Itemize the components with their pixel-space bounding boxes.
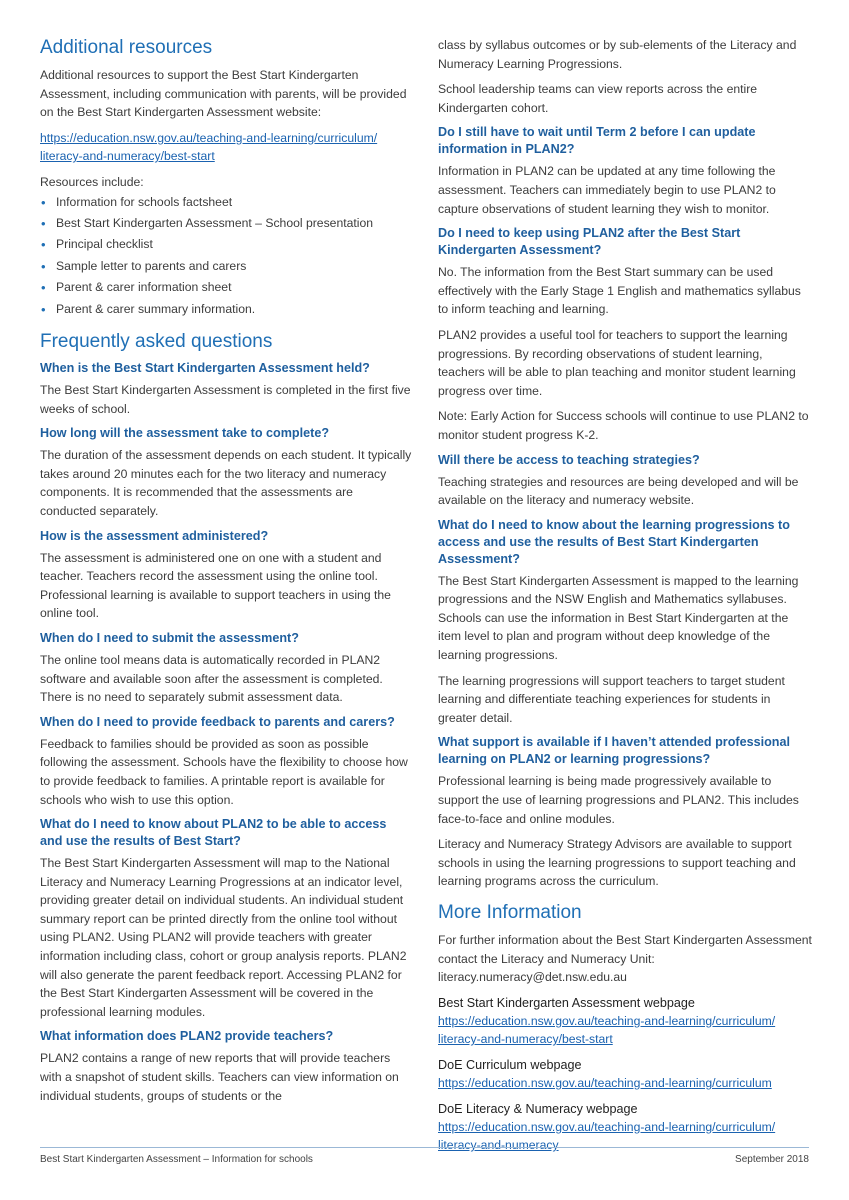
faq-question: Do I need to keep using PLAN2 after the Best Start Kindergarten Assessment? — [438, 226, 741, 258]
faq-question: Do I still have to wait until Term 2 before I can update information in PLAN2? — [438, 125, 756, 157]
webpage-label: DoE Curriculum webpage — [438, 1057, 582, 1072]
faq-question: When do I need to provide feedback to parents and carers? — [40, 714, 395, 729]
more-info-intro: For further information about the Best Start Kindergarten Assessment contact the Literacy and Numeracy Unit: literacy.numeracy@det.nsw.edu.au — [438, 933, 812, 985]
list-item: • Best Start Kindergarten Assessment – School presentation — [40, 213, 412, 234]
resources-link-line2[interactable]: literacy-and-numeracy/best-start — [40, 149, 215, 164]
faq-answer: The duration of the assessment depends on each student. It typically takes around 20 minutes each for the two literacy and numeracy components. It is recommended that the assessments are conducted separately. — [40, 448, 412, 518]
faq-answer: The online tool means data is automatically recorded in PLAN2 software and available soon after the assessment is completed. There is no need to separately submit assessment data. — [40, 652, 383, 705]
footer-document-title: Best Start Kindergarten Assessment – Information for schools — [40, 1154, 313, 1165]
faq-answer: Literacy and Numeracy Strategy Advisors are available to support schools in using the learning progressions to support teaching and learning programs across the curriculum. — [438, 837, 796, 889]
faq-answer: PLAN2 contains a range of new reports that will provide teachers with a snapshot of student skills. Teachers can view information on individual students, groups of students or the — [40, 1051, 399, 1103]
faq-question: How long will the assessment take to complete? — [40, 426, 330, 441]
webpage-link-line2[interactable]: literacy-and-numeracy/best-start — [438, 1032, 613, 1047]
webpage-link-line1[interactable]: https://education.nsw.gov.au/teaching-and-learning/curriculum — [438, 1075, 772, 1090]
faq-answer: The Best Start Kindergarten Assessment is completed in the first five weeks of school. — [40, 383, 411, 416]
resources-link[interactable] — [40, 129, 412, 166]
faq-answer: Feedback to families should be provided as soon as possible following the assessment. Schools have the flexibility to choose how to provide feedback to families. A printable report is available for schools who wish to use this option. — [40, 736, 408, 807]
list-item: • Parent & carer information sheet — [40, 277, 412, 298]
webpage-link-line1[interactable]: https://education.nsw.gov.au/teaching-and-learning/curriculum/ — [438, 1119, 776, 1134]
faq-answer: PLAN2 provides a useful tool for teachers to support the learning progressions. By recording observations of student learning, teachers will be able to plan teaching and monitor student learning progress over time. — [438, 327, 796, 398]
list-item: • Parent & carer summary information. — [40, 299, 412, 320]
webpage-link-line2[interactable]: literacy-and-numeracy — [438, 1138, 559, 1153]
webpage-label: Best Start Kindergarten Assessment webpage — [438, 995, 695, 1010]
faq-answer: The assessment is administered one on one with a student and teacher. Teachers record the assessment using the online tool. Professional learning is available to support teachers in using the online tool. — [40, 550, 391, 621]
left-column — [40, 36, 412, 1112]
faq-question: What do I need to know about the learning progressions to access and use the results of Best Start Kindergarten Assessment? — [438, 517, 790, 566]
more-info-heading: More Information — [438, 902, 582, 923]
faq-answer: School leadership teams can view reports across the entire Kindergarten cohort. — [438, 82, 758, 115]
footer-date: September 2018 — [735, 1154, 809, 1165]
faq-question: What support is available if I haven’t attended professional learning on PLAN2 or learning progressions? — [438, 735, 790, 767]
faq-answer: The learning progressions will support teachers to target student learning and differentiate teaching experiences for students in greater detail. — [438, 673, 785, 725]
faq-heading: Frequently asked questions — [40, 331, 273, 352]
faq-answer-continued: class by syllabus outcomes or by sub-elements of the Literacy and Numeracy Learning Progressions. — [438, 38, 797, 71]
faq-answer: No. The information from the Best Start summary can be used effectively with the Early Stage 1 English and mathematics syllabus to inform teaching and learning. — [438, 265, 801, 317]
faq-answer: The Best Start Kindergarten Assessment is mapped to the learning progressions and the NSW English and Mathematics syllabuses. Schools can use the information in Best Start Kindergarten at the item level to plan and program without deep knowledge of the learning progressions. — [438, 573, 799, 663]
list-item: • Sample letter to parents and carers — [40, 256, 412, 277]
webpage-link-line1[interactable]: https://education.nsw.gov.au/teaching-and-learning/curriculum/ — [438, 1013, 776, 1028]
faq-answer: Professional learning is being made progressively available to support the use of learning progressions and PLAN2. This includes face-to-face and online modules. — [438, 774, 799, 826]
page-footer — [40, 1154, 809, 1165]
webpage-label: DoE Literacy & Numeracy webpage — [438, 1101, 638, 1116]
faq-answer: Note: Early Action for Success schools will continue to use PLAN2 to monitor student progress K-2. — [438, 409, 809, 442]
faq-question: Will there be access to teaching strategies? — [438, 452, 700, 467]
footer-divider — [40, 1147, 809, 1148]
webpage-link[interactable] — [438, 1012, 812, 1049]
faq-question: What information does PLAN2 provide teachers? — [40, 1029, 334, 1044]
resources-heading: Additional resources — [40, 37, 213, 58]
resources-intro: Additional resources to support the Best Start Kindergarten Assessment, including communication with parents, will be provided on the Best Start Kindergarten Assessment website: — [40, 68, 407, 120]
faq-question: What do I need to know about PLAN2 to be able to access and use the results of Best Start? — [40, 817, 387, 849]
faq-question: When is the Best Start Kindergarten Assessment held? — [40, 361, 370, 375]
resources-list — [40, 192, 412, 320]
list-item: • Information for schools factsheet — [40, 192, 412, 213]
faq-question: How is the assessment administered? — [40, 528, 269, 543]
faq-answer: Information in PLAN2 can be updated at any time following the assessment. Teachers can immediately begin to use PLAN2 to capture observations of student learning they wish to monitor. — [438, 164, 776, 216]
list-item: • Principal checklist — [40, 234, 412, 255]
webpage-link[interactable] — [438, 1118, 812, 1155]
faq-answer: Teaching strategies and resources are being developed and will be available on the literacy and numeracy website. — [438, 474, 799, 508]
webpage-link[interactable] — [438, 1074, 812, 1093]
faq-answer: The Best Start Kindergarten Assessment will map to the National Literacy and Numeracy Learning Progressions at an indicator level, providing greater detail on individual students. An individual student summary report can be printed directly from the online tool without using PLAN2. Using PLAN2 will provide teachers with greater information including class, cohort or group analysis reports. PLAN2 will also generate the parent feedback report. Accessing PLAN2 for the Best Start Kindergarten Assessment will be covered in the professional learning modules. — [40, 856, 407, 1019]
faq-question: When do I need to submit the assessment? — [40, 630, 299, 645]
resources-include-label: Resources include: — [40, 174, 144, 189]
right-column — [438, 36, 812, 1162]
resources-link-line1[interactable]: https://education.nsw.gov.au/teaching-and-learning/curriculum/ — [40, 130, 378, 145]
